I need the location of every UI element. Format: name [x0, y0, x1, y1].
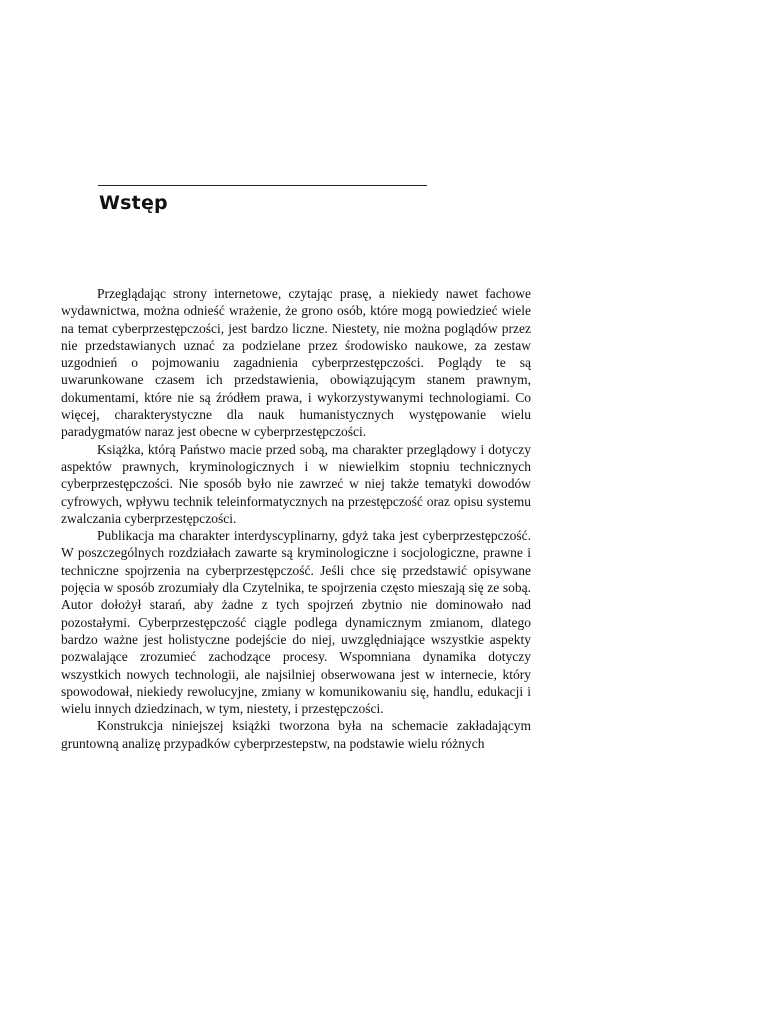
- paragraph-1: Przeglądając strony internetowe, czytając prasę, a niekiedy nawet fachowe wydawnictwa, można odnieść wrażenie, że grono osób, które mogą powiedzieć wiele na temat cyberprzestępczości, jest bardzo liczne. Niestety, nie można poglądów przez nie przedstawianych uznać za podzielane przez środowisko naukowe, za zestaw uzgodnień o pojmowaniu zagadnienia cyberprzestępczości. Poglądy te są uwarunkowane czasem ich przedstawienia, obowiązującym stanem prawnym, dokumentami, które nie są źródłem prawa, i wykorzystywanymi technologiami. Co więcej, charakterystyczne dla nauk humanistycznych występowanie wielu paradygmatów naraz jest obecne w cyberprzestępczości.: [61, 286, 531, 440]
- chapter-title: Wstęp: [99, 192, 168, 214]
- paragraph-4: Konstrukcja niniejszej książki tworzona była na schemacie zakładającym gruntowną analizę przypadków cyberprzestepstw, na podstawie wielu różnych: [61, 718, 531, 751]
- paragraph-3: Publikacja ma charakter interdyscyplinarny, gdyż taka jest cyberprzestępczość. W poszczególnych rozdziałach zawarte są kryminologiczne i socjologiczne, prawne i techniczne spojrzenia na cyberprzestępczość. Jeśli chce się przedstawić opisywane pojęcia w sposób zrozumiały dla Czytelnika, te spojrzenia często mieszają się ze sobą. Autor dołożył starań, aby żadne z tych spojrzeń zbytnio nie dominowało nad pozostałymi. Cyberprzestępczość ciągle podlega dynamicznym zmianom, dlatego bardzo ważne jest holistyczne podejście do niej, uwzględniające wszystkie aspekty pozwalające zrozumieć zachodzące procesy. Wspomniana dynamika dotyczy wszystkich nowych technologii, ale najsilniej obserwowana jest w internecie, który spowodował, niekiedy rewolucyjne, zmiany w komunikowaniu się, handlu, edukacji i wielu innych dziedzinach, w tym, niestety, i przestępczości.: [61, 528, 531, 717]
- body-text: [61, 285, 531, 752]
- paragraph-2: Książka, którą Państwo macie przed sobą, ma charakter przeglądowy i dotyczy aspektów prawnych, kryminologicznych i w niewielkim stopniu technicznych cyberprzestępczości. Nie sposób było nie zawrzeć w niej także tematyki dowodów cyfrowych, wpływu technik teleinformatycznych na przestępczość oraz opisu systemu zwalczania cyberprzestępczości.: [61, 441, 531, 526]
- heading-rule: [98, 185, 427, 186]
